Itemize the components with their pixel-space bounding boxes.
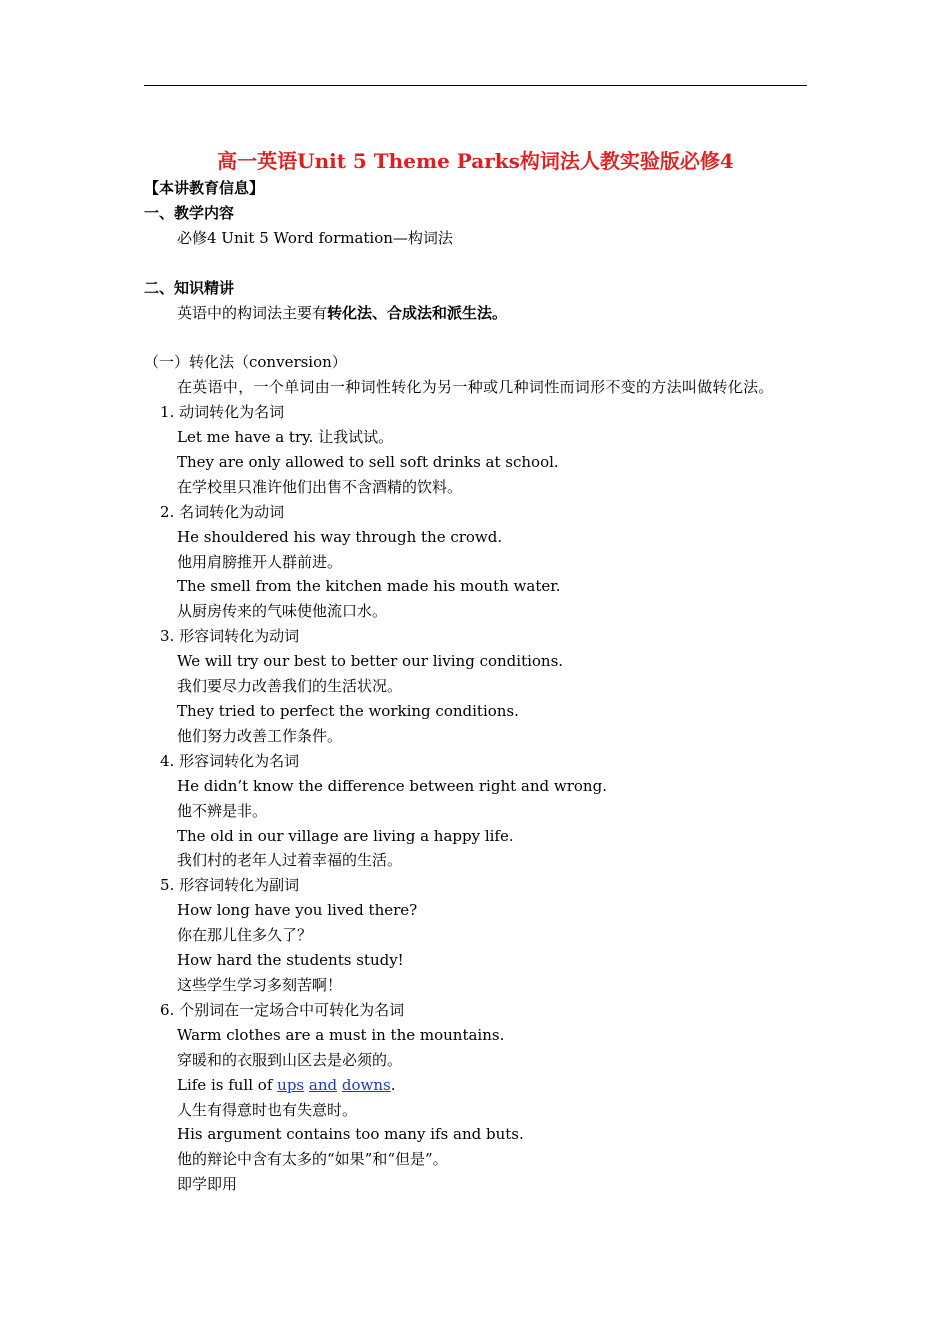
- example-line-with-links: [144, 1073, 807, 1098]
- header-rule: [144, 85, 807, 86]
- example-line: How hard the students study!: [177, 951, 404, 970]
- text: Life is full of: [177, 1075, 278, 1094]
- example-line: 穿暖和的衣服到山区去是必须的。: [177, 1050, 403, 1069]
- link-and[interactable]: and: [308, 1075, 338, 1094]
- intro-plain: 英语中的构词法主要有: [177, 303, 328, 322]
- item-6-label: 6. 个别词在一定场合中可转化为名词: [160, 1000, 405, 1019]
- section-2-heading: 二、知识精讲: [144, 278, 235, 297]
- section-2-intro: [144, 301, 807, 326]
- example-line: They tried to perfect the working conditions.: [177, 702, 519, 720]
- example-line: 我们要尽力改善我们的生活状况。: [177, 677, 403, 696]
- example-line: 我们村的老年人过着幸福的生活。: [177, 851, 403, 870]
- spacer: [144, 325, 807, 350]
- example-line: 从厨房传来的气味使他流口水。: [177, 602, 388, 621]
- intro-bold: 转化法、合成法和派生法。: [327, 303, 508, 322]
- item-3-label: 3. 形容词转化为动词: [160, 627, 300, 646]
- example-line: 他用肩膀推开人群前进。: [177, 552, 343, 571]
- document-body: [144, 146, 807, 1197]
- link-ups[interactable]: ups: [277, 1075, 305, 1094]
- section-1-text: 必修4 Unit 5 Word formation—构词法: [177, 228, 453, 247]
- item-4-label: 4. 形容词转化为名词: [160, 751, 300, 770]
- example-line: 在学校里只准许他们出售不含酒精的饮料。: [177, 477, 463, 496]
- example-line: They are only allowed to sell soft drinks at school.: [177, 452, 559, 471]
- lecture-info-heading: 【本讲教育信息】: [144, 179, 265, 197]
- conversion-heading: （一）转化法（conversion）: [144, 353, 347, 372]
- text: .: [390, 1075, 396, 1094]
- example-line: 你在那儿住多久了？: [177, 926, 313, 945]
- example-line: 他们努力改善工作条件。: [177, 726, 343, 745]
- example-line: His argument contains too many ifs and buts.: [177, 1125, 524, 1144]
- document-title: 高一英语Unit 5 Theme Parks构词法人教实验版必修4: [217, 149, 734, 173]
- section-1-heading: 一、教学内容: [144, 203, 235, 222]
- example-line: The smell from the kitchen made his mouth water.: [177, 577, 561, 596]
- item-2-label: 2. 名词转化为动词: [160, 502, 285, 521]
- example-line: We will try our best to better our living conditions.: [177, 652, 564, 671]
- example-line: The old in our village are living a happy life.: [177, 826, 514, 845]
- example-line: 这些学生学习多刻苦啊！: [177, 975, 343, 994]
- practice-heading: 即学即用: [177, 1175, 238, 1194]
- item-1-label: 1. 动词转化为名词: [160, 403, 285, 422]
- example-line: How long have you lived there?: [177, 901, 418, 920]
- example-line: He didn’t know the difference between right and wrong.: [177, 776, 607, 795]
- example-line: Warm clothes are a must in the mountains.: [177, 1025, 505, 1044]
- item-5-label: 5. 形容词转化为副词: [160, 876, 300, 895]
- example-line: Let me have a try. 让我试试。: [177, 428, 394, 447]
- example-line: 人生有得意时也有失意时。: [177, 1100, 358, 1119]
- example-line: He shouldered his way through the crowd.: [177, 527, 503, 546]
- example-line: 他的辩论中含有太多的“如果”和“但是”。: [177, 1150, 448, 1169]
- conversion-definition: 在英语中，一个单词由一种词性转化为另一种或几种词性而词形不变的方法叫做转化法。: [177, 378, 774, 397]
- example-line: 他不辨是非。: [177, 801, 268, 820]
- spacer: [144, 251, 807, 276]
- link-downs[interactable]: downs: [341, 1075, 391, 1094]
